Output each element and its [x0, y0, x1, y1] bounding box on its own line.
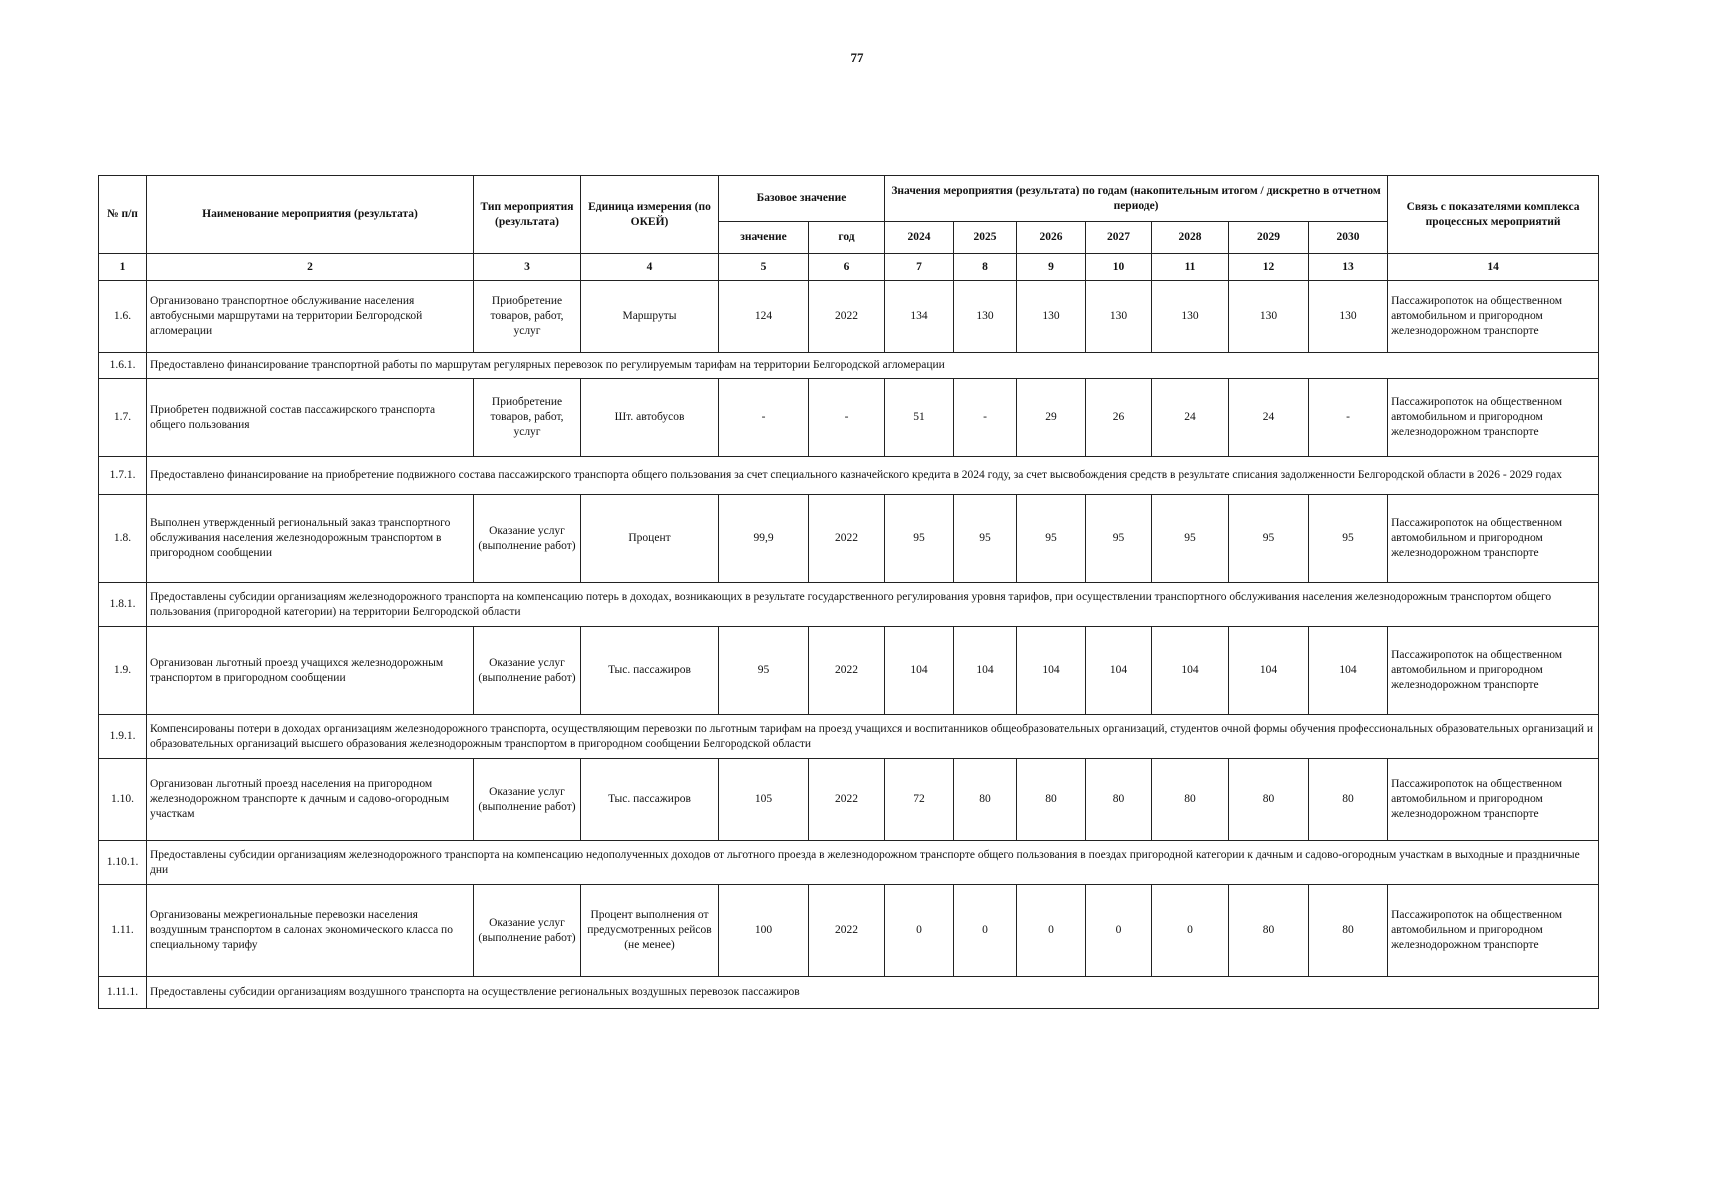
- row-year-value: 95: [1017, 495, 1086, 583]
- row-base-value: -: [719, 379, 809, 457]
- row-base-year: 2022: [809, 627, 885, 715]
- header-base: Базовое значение: [719, 176, 885, 222]
- row-name: Приобретен подвижной состав пассажирского транспорта общего пользования: [147, 379, 474, 457]
- table-row: [99, 627, 1599, 715]
- row-year-value: 80: [1309, 885, 1388, 977]
- row-link: Пассажиропоток на общественном автомобильном и пригородном железнодорожном транспорте: [1388, 379, 1599, 457]
- row-base-value: 95: [719, 627, 809, 715]
- column-number: 9: [1017, 254, 1086, 281]
- row-base-value: 99,9: [719, 495, 809, 583]
- table-subrow: [99, 841, 1599, 885]
- row-year-value: 51: [885, 379, 954, 457]
- table-subrow: [99, 583, 1599, 627]
- header-years-group: Значения мероприятия (результата) по годам (накопительным итогом / дискретно в отчетном периоде): [885, 176, 1388, 222]
- row-link: Пассажиропоток на общественном автомобильном и пригородном железнодорожном транспорте: [1388, 495, 1599, 583]
- header-year: 2028: [1152, 222, 1229, 254]
- table-row: [99, 759, 1599, 841]
- subrow-number: 1.7.1.: [99, 457, 147, 495]
- row-year-value: 130: [954, 281, 1017, 353]
- subrow-number: 1.8.1.: [99, 583, 147, 627]
- row-year-value: 80: [1229, 885, 1309, 977]
- row-name: Организовано транспортное обслуживание населения автобусными маршрутами на территории Белгородской агломерации: [147, 281, 474, 353]
- column-number: 5: [719, 254, 809, 281]
- header-year: 2025: [954, 222, 1017, 254]
- table-row: [99, 379, 1599, 457]
- row-base-year: 2022: [809, 281, 885, 353]
- row-type: Оказание услуг (выполнение работ): [474, 885, 581, 977]
- row-unit: Тыс. пассажиров: [581, 627, 719, 715]
- row-year-value: 80: [1229, 759, 1309, 841]
- row-year-value: 24: [1152, 379, 1229, 457]
- subrow-text: Предоставлено финансирование на приобретение подвижного состава пассажирского транспорта общего пользования за счет специального казначейского кредита в 2024 году, за счет высвобождения средств в результате списания задолженности Белгородской области в 2026 - 2029 годах: [147, 457, 1599, 495]
- row-link: Пассажиропоток на общественном автомобильном и пригородном железнодорожном транспорте: [1388, 885, 1599, 977]
- row-unit: Тыс. пассажиров: [581, 759, 719, 841]
- subrow-text: Предоставлены субсидии организациям воздушного транспорта на осуществление региональных воздушных перевозок пассажиров: [147, 977, 1599, 1009]
- header-year: 2030: [1309, 222, 1388, 254]
- row-year-value: 0: [885, 885, 954, 977]
- header-num: № п/п: [99, 176, 147, 254]
- row-link: Пассажиропоток на общественном автомобильном и пригородном железнодорожном транспорте: [1388, 759, 1599, 841]
- row-number: 1.10.: [99, 759, 147, 841]
- column-number: 12: [1229, 254, 1309, 281]
- row-year-value: 29: [1017, 379, 1086, 457]
- column-number: 4: [581, 254, 719, 281]
- row-year-value: 104: [954, 627, 1017, 715]
- subrow-number: 1.10.1.: [99, 841, 147, 885]
- row-year-value: 80: [1152, 759, 1229, 841]
- subrow-number: 1.11.1.: [99, 977, 147, 1009]
- row-year-value: 134: [885, 281, 954, 353]
- subrow-text: Предоставлены субсидии организациям железнодорожного транспорта на компенсацию потерь в доходах, возникающих в результате государственного регулирования уровня тарифов, при осуществлении транспортного обслуживания населения железнодорожным транспортом общего пользования (пригородной категории) на территории Белгородской области: [147, 583, 1599, 627]
- row-year-value: 104: [1229, 627, 1309, 715]
- row-year-value: 104: [1017, 627, 1086, 715]
- row-year-value: 130: [1017, 281, 1086, 353]
- row-base-value: 105: [719, 759, 809, 841]
- row-year-value: 95: [1229, 495, 1309, 583]
- row-year-value: 0: [954, 885, 1017, 977]
- row-base-year: 2022: [809, 885, 885, 977]
- header-unit: Единица измерения (по ОКЕЙ): [581, 176, 719, 254]
- subrow-text: Компенсированы потери в доходах организациям железнодорожного транспорта, осуществляющим перевозки по льготным тарифам на проезд учащихся и воспитанников общеобразовательных организаций, студентов очной формы обучения профессиональных образовательных организаций и образовательных организаций высшего образования железнодорожным транспортом в пригородном сообщении Белгородской области: [147, 715, 1599, 759]
- row-link: Пассажиропоток на общественном автомобильном и пригородном железнодорожном транспорте: [1388, 627, 1599, 715]
- subrow-text: Предоставлено финансирование транспортной работы по маршрутам регулярных перевозок по регулируемым тарифам на территории Белгородской агломерации: [147, 353, 1599, 379]
- row-number: 1.7.: [99, 379, 147, 457]
- header-type: Тип мероприятия (результата): [474, 176, 581, 254]
- table-subrow: [99, 715, 1599, 759]
- subrow-text: Предоставлены субсидии организациям железнодорожного транспорта на компенсацию недополученных доходов от льготного проезда в железнодорожном транспорте общего пользования в поездах пригородной категории к дачным и садово-огородным участкам в выходные и праздничные дни: [147, 841, 1599, 885]
- row-year-value: 104: [885, 627, 954, 715]
- column-number: 14: [1388, 254, 1599, 281]
- row-number: 1.6.: [99, 281, 147, 353]
- row-year-value: 80: [1086, 759, 1152, 841]
- header-base-year: год: [809, 222, 885, 254]
- row-base-year: 2022: [809, 759, 885, 841]
- header-year: 2029: [1229, 222, 1309, 254]
- row-name: Организованы межрегиональные перевозки населения воздушным транспортом в салонах экономического класса по специальному тарифу: [147, 885, 474, 977]
- header-link: Связь с показателями комплекса процессных мероприятий: [1388, 176, 1599, 254]
- row-unit: Маршруты: [581, 281, 719, 353]
- column-number: 2: [147, 254, 474, 281]
- row-year-value: 130: [1229, 281, 1309, 353]
- row-year-value: 95: [954, 495, 1017, 583]
- row-year-value: 72: [885, 759, 954, 841]
- table-subrow: [99, 457, 1599, 495]
- row-year-value: -: [954, 379, 1017, 457]
- row-name: Выполнен утвержденный региональный заказ транспортного обслуживания населения железнодорожным транспортом в пригородном сообщении: [147, 495, 474, 583]
- row-year-value: 80: [954, 759, 1017, 841]
- column-number: 7: [885, 254, 954, 281]
- column-number: 11: [1152, 254, 1229, 281]
- column-number: 8: [954, 254, 1017, 281]
- header-base-value: значение: [719, 222, 809, 254]
- row-year-value: 26: [1086, 379, 1152, 457]
- row-unit: Шт. автобусов: [581, 379, 719, 457]
- column-number: 10: [1086, 254, 1152, 281]
- row-year-value: 0: [1086, 885, 1152, 977]
- row-type: Оказание услуг (выполнение работ): [474, 495, 581, 583]
- row-type: Приобретение товаров, работ, услуг: [474, 281, 581, 353]
- row-unit: Процент выполнения от предусмотренных рейсов (не менее): [581, 885, 719, 977]
- column-number: 13: [1309, 254, 1388, 281]
- row-base-value: 124: [719, 281, 809, 353]
- results-table: [98, 175, 1599, 1009]
- row-base-value: 100: [719, 885, 809, 977]
- row-year-value: 104: [1086, 627, 1152, 715]
- row-unit: Процент: [581, 495, 719, 583]
- row-type: Оказание услуг (выполнение работ): [474, 759, 581, 841]
- row-year-value: -: [1309, 379, 1388, 457]
- row-year-value: 130: [1152, 281, 1229, 353]
- row-year-value: 130: [1309, 281, 1388, 353]
- table-row: [99, 885, 1599, 977]
- row-year-value: 104: [1309, 627, 1388, 715]
- row-base-year: -: [809, 379, 885, 457]
- row-year-value: 95: [1086, 495, 1152, 583]
- header-year: 2026: [1017, 222, 1086, 254]
- table-row: [99, 495, 1599, 583]
- column-number: 1: [99, 254, 147, 281]
- row-name: Организован льготный проезд учащихся железнодорожным транспортом в пригородном сообщении: [147, 627, 474, 715]
- column-number: 6: [809, 254, 885, 281]
- row-year-value: 80: [1017, 759, 1086, 841]
- row-base-year: 2022: [809, 495, 885, 583]
- row-year-value: 24: [1229, 379, 1309, 457]
- row-year-value: 0: [1017, 885, 1086, 977]
- column-number: 3: [474, 254, 581, 281]
- row-type: Приобретение товаров, работ, услуг: [474, 379, 581, 457]
- header-year: 2027: [1086, 222, 1152, 254]
- row-number: 1.11.: [99, 885, 147, 977]
- row-name: Организован льготный проезд населения на пригородном железнодорожном транспорте к дачным и садово-огородным участкам: [147, 759, 474, 841]
- table-subrow: [99, 977, 1599, 1009]
- row-year-value: 95: [885, 495, 954, 583]
- row-year-value: 95: [1152, 495, 1229, 583]
- header-year: 2024: [885, 222, 954, 254]
- row-year-value: 80: [1309, 759, 1388, 841]
- row-type: Оказание услуг (выполнение работ): [474, 627, 581, 715]
- page-number: 77: [850, 50, 864, 65]
- row-year-value: 130: [1086, 281, 1152, 353]
- row-link: Пассажиропоток на общественном автомобильном и пригородном железнодорожном транспорте: [1388, 281, 1599, 353]
- row-year-value: 0: [1152, 885, 1229, 977]
- table-row: [99, 281, 1599, 353]
- row-year-value: 95: [1309, 495, 1388, 583]
- row-year-value: 104: [1152, 627, 1229, 715]
- subrow-number: 1.9.1.: [99, 715, 147, 759]
- row-number: 1.9.: [99, 627, 147, 715]
- subrow-number: 1.6.1.: [99, 353, 147, 379]
- table-subrow: [99, 353, 1599, 379]
- header-name: Наименование мероприятия (результата): [147, 176, 474, 254]
- row-number: 1.8.: [99, 495, 147, 583]
